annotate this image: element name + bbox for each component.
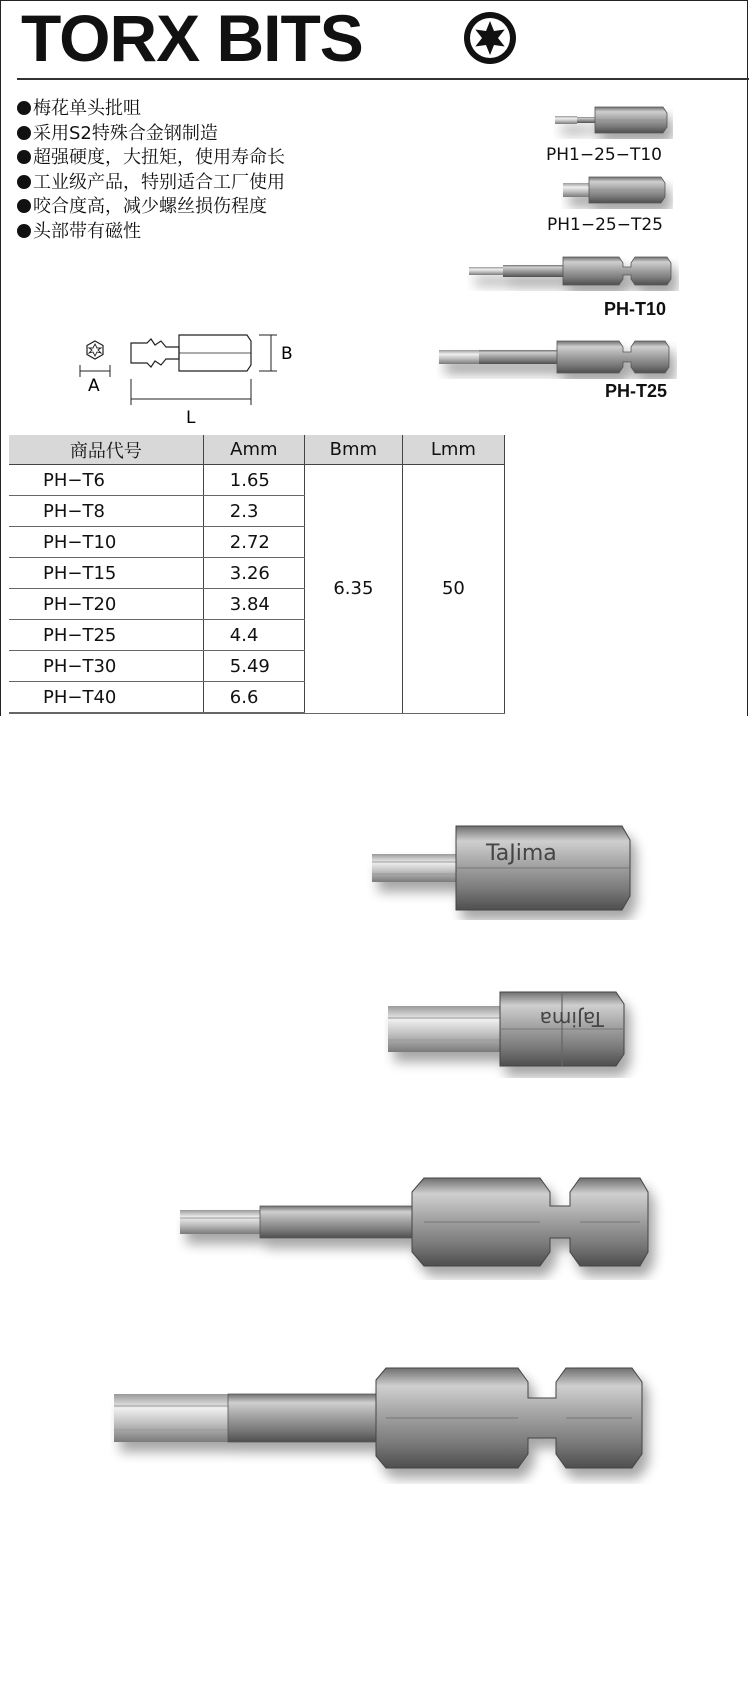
- model-cell: PH−T6: [9, 465, 203, 496]
- bit-photo-t10-long: [176, 1170, 666, 1280]
- bit-thumbnail-t25-short: [561, 173, 673, 209]
- model-cell: PH−T20: [9, 589, 203, 620]
- bullet-icon: [17, 101, 31, 115]
- feature-item: 梅花单头批咀: [17, 97, 285, 122]
- a-value-cell: 1.65: [203, 465, 304, 496]
- model-cell: PH−T8: [9, 496, 203, 527]
- feature-item: 超强硬度，大扭矩，使用寿命长: [17, 146, 285, 171]
- brand-engraving: TaJima: [539, 1007, 604, 1031]
- column-header-l: Lmm: [402, 435, 504, 465]
- bullet-icon: [17, 224, 31, 238]
- bit-photo-t25-short: [384, 988, 654, 1078]
- bullet-icon: [17, 199, 31, 213]
- model-cell: PH−T15: [9, 558, 203, 589]
- spec-table: [9, 435, 505, 713]
- dimension-label-b: B: [281, 344, 293, 364]
- torx-star-icon: [463, 11, 517, 65]
- a-value-cell: 2.72: [203, 527, 304, 558]
- thumbnail-label: PH1−25−T25: [547, 215, 663, 235]
- feature-item: 工业级产品，特别适合工厂使用: [17, 171, 285, 196]
- dimension-diagram: [71, 319, 311, 427]
- model-cell: PH−T10: [9, 527, 203, 558]
- table-row: [9, 465, 505, 496]
- header-rule: [17, 78, 749, 80]
- feature-item: 咬合度高，减少螺丝损伤程度: [17, 195, 285, 220]
- feature-list: [17, 97, 285, 244]
- a-value-cell: 4.4: [203, 620, 304, 651]
- bit-photo-t10-short: [366, 820, 656, 920]
- a-value-cell: 2.3: [203, 496, 304, 527]
- thumbnail-label: PH-T25: [605, 381, 668, 401]
- bit-thumbnail-t10-long: [467, 253, 679, 291]
- l-value-cell: 50: [402, 465, 504, 713]
- a-value-cell: 3.26: [203, 558, 304, 589]
- thumbnail-label: PH-T10: [604, 299, 667, 319]
- bullet-icon: [17, 175, 31, 189]
- bit-thumbnail-t25-long: [437, 337, 677, 379]
- column-header-a: Amm: [203, 435, 304, 465]
- b-value-cell: 6.35: [304, 465, 402, 713]
- spec-sheet: [0, 0, 748, 716]
- column-header-model: 商品代号: [9, 435, 203, 465]
- thumbnail-label: PH1−25−T10: [546, 145, 662, 165]
- dimension-label-a: A: [88, 376, 100, 396]
- column-header-b: Bmm: [304, 435, 402, 465]
- a-value-cell: 6.6: [203, 682, 304, 713]
- model-cell: PH−T40: [9, 682, 203, 713]
- model-cell: PH−T30: [9, 651, 203, 682]
- a-value-cell: 5.49: [203, 651, 304, 682]
- bit-thumbnail-t10-short: [553, 103, 673, 139]
- page-title: TORX BITS: [21, 1, 363, 75]
- a-value-cell: 3.84: [203, 589, 304, 620]
- model-cell: PH−T25: [9, 620, 203, 651]
- bullet-icon: [17, 126, 31, 140]
- bullet-icon: [17, 150, 31, 164]
- brand-engraving: TaJima: [486, 841, 557, 866]
- feature-item: 采用S2特殊合金钢制造: [17, 122, 285, 147]
- dimension-label-l: L: [186, 408, 196, 427]
- feature-item: 头部带有磁性: [17, 220, 285, 245]
- table-bottom-rule: [9, 713, 505, 714]
- bit-photo-t25-long: [110, 1364, 670, 1484]
